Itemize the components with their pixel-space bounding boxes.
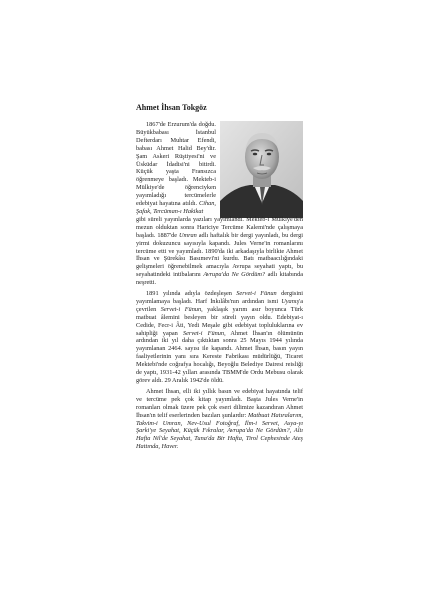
paragraph-2-text-c: 'a çevrilen xyxy=(136,297,303,313)
author-name: Ahmet İhsan Tokgöz xyxy=(136,103,207,112)
paragraph-1-text-d: adlı kitabında neşretti. xyxy=(136,271,304,287)
paragraph-2 xyxy=(136,290,303,385)
paragraph-2-text-b: dergisini yayımlamaya başladı. Harf İnkılâbı'nın ardından ismi xyxy=(136,290,304,305)
paragraph-2-text-e: , Ahmet İhsan'ın ölümünün ardından iki yıl daha çıktıktan sonra 25 Mayıs 1944 yılında yayımlanan 2464. sayısı ile kapandı. Ahmet İhsan, basın yayın faaliyetlerinin yanı sıra Kerestе Fabrikası müdürlüğü, Ticaret Mektebi'nde coğrafya hocalığı, Beyoğlu Belediye Dairesi reisliği de yaptı, 1931-42 yılları arasında TBMM'de Ordu Mebusu olarak görev aldı. 29 Aralık 1942'de öldü. xyxy=(136,329,303,384)
paragraph-2-text-a: 1891 yılında adıyla özdeşleşen xyxy=(146,290,232,298)
paragraph-1-intro xyxy=(136,121,216,216)
paragraph-2-text-d: , yaklaşık yarım asır boyunca Türk matbuat âlemini besleyen bir süreli yayın oldu. Edebiyat-ı Cedide, Fecr-i Âti, Yedi Meşale gibi edebiyat topluluklarına ev sahipliği yapan xyxy=(136,305,304,337)
paragraph-1-italic-c: Avrupa'da Ne Gördüm? xyxy=(203,271,266,279)
paragraph-1-text-c: adlı haftalık bir dergi yayınladı, bu dergi yirmi dokuzuncu sayısıyla kapandı. Jules Verne'in romanlarını tercüme etti ve yayımladı. 1890'da iki arkadaşıyla birlikte Ahmet İhsan ve Şürekâsı Basımevi'ni kurdu. Batı matbaacılığındaki gelişmeleri öğrenebilmek amacıyla Avrupa seyahati yaptı, bu seyahatindeki intibalarını xyxy=(136,231,303,279)
paragraph-1-italic-a: Cihan, Şafak, Tercüman-ı Hakikat xyxy=(136,200,216,215)
paragraph-1-text-a: 1867'de Erzurum'da doğdu. Büyükbabası İstanbul Defterdarı Muhtar Efendi, babası Ahmet Halid Bey'dir. Şam Askeri Rüştiyesi'ni ve Üsküdar İdadisi'ni bitirdi. Küçük yaşta Fransızca öğrenmeye başladı. Mekteb-i Mülkiye'de öğrenciyken yayımladığı tercümelerle edebiyat hayatına atıldı. xyxy=(136,121,216,208)
paragraph-3-text-a: Ahmet İhsan, elli iki yıllık basın ve edebiyat hayatında telif ve tercüme pek çok kitap yayımladı. Başta Jules Verne'in romanları olmak üzere pek çok eseri dilimize kazandıran Ahmet İhsan'ın telif eserlerinden bazıları şunlardır: xyxy=(136,387,303,419)
paragraph-2-italic-b: Uyanış xyxy=(281,297,300,305)
paragraph-1-text-b: gibi süreli yayınlarda yazıları yayımlandı. Mekteb-i Mülkiye'den mezun olduktan sonra Hariciye Tercüme Kalemi'nde çalışmaya başladı. 1887'de xyxy=(136,215,303,239)
paragraph-3-italic-a: Matbuat Hatıralarım, Takvim-i Umran, Nev-Usul Fotoğraf, İlm-i Servet, Asya-yı Şarki'ye Seyahat, Küçük Fıkralar, Avrupa'da Ne Gördüm?, Altı Hafta Nil'de Seyahat, Tuna'da Bir Hafta, Tirol Cephesinde Ateş Hattında, Haver. xyxy=(136,411,304,451)
paragraph-2-italic-a: Servet-i Fünun xyxy=(236,290,277,298)
paragraph-2-italic-d: Servet-i Fünun xyxy=(182,329,225,337)
paragraph-3 xyxy=(136,388,303,451)
biography-text xyxy=(136,121,303,451)
paragraph-2-italic-c: Servet-i Fünun xyxy=(160,305,202,313)
paragraph-1-continued xyxy=(136,216,303,287)
paragraph-1-italic-b: Umran xyxy=(178,231,197,239)
